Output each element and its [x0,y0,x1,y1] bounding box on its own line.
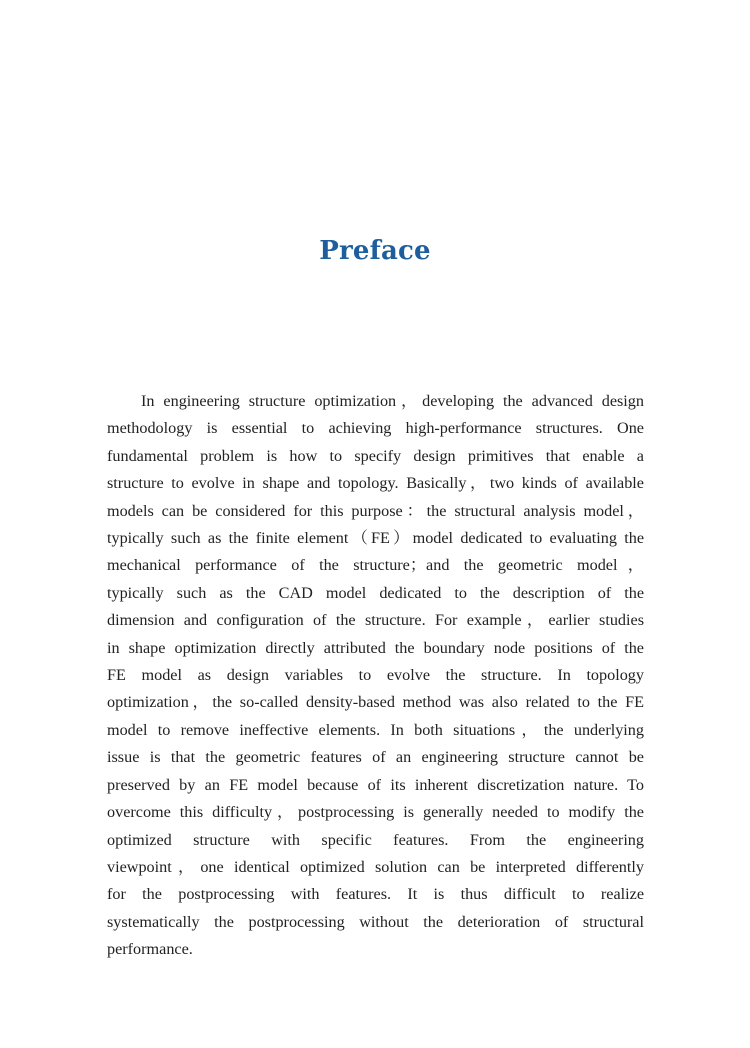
text-line: In engineering structure optimization，developing the advanced design [141,392,644,410]
text-line: preserved by an FE model because of its inherent discretization nature. To [107,775,644,794]
text-line: typically such as the CAD model dedicated to the description of the [107,583,644,602]
preface-paragraph [107,388,644,964]
text-line: optimization，the so-called density-based method was also related to the FE [107,693,644,712]
text-line: issue is that the geometric features of an engineering structure cannot be [107,748,644,767]
text-line: overcome this difficulty，postprocessing is generally needed to modify the [107,803,644,822]
text-line: model to remove ineffective elements. In both situations，the underlying [107,720,644,739]
text-line: optimized structure with specific features. From the engineering [107,830,644,849]
text-line: models can be considered for this purpose：the structural analysis model， [107,501,644,520]
text-line: FE model as design variables to evolve the structure. In topology [107,666,644,685]
text-line: fundamental problem is how to specify design primitives that enable a [107,446,644,465]
text-line: in shape optimization directly attributed the boundary node positions of the [107,638,644,657]
text-line: dimension and configuration of the structure. For example，earlier studies [107,611,644,630]
text-line: viewpoint，one identical optimized solution can be interpreted differently [107,857,644,876]
text-line: mechanical performance of the structure；and the geometric model， [107,556,644,575]
text-line: methodology is essential to achieving high-performance structures. One [107,419,644,438]
text-line: performance. [107,940,193,959]
text-line: for the postprocessing with features. It is thus difficult to realize [107,885,644,904]
text-line: systematically the postprocessing without the deterioration of structural [107,912,644,931]
text-line: typically such as the finite element（FE）model dedicated to evaluating the [107,529,644,548]
page-title: Preface [319,236,431,266]
text-line: structure to evolve in shape and topology. Basically，two kinds of available [107,474,644,493]
